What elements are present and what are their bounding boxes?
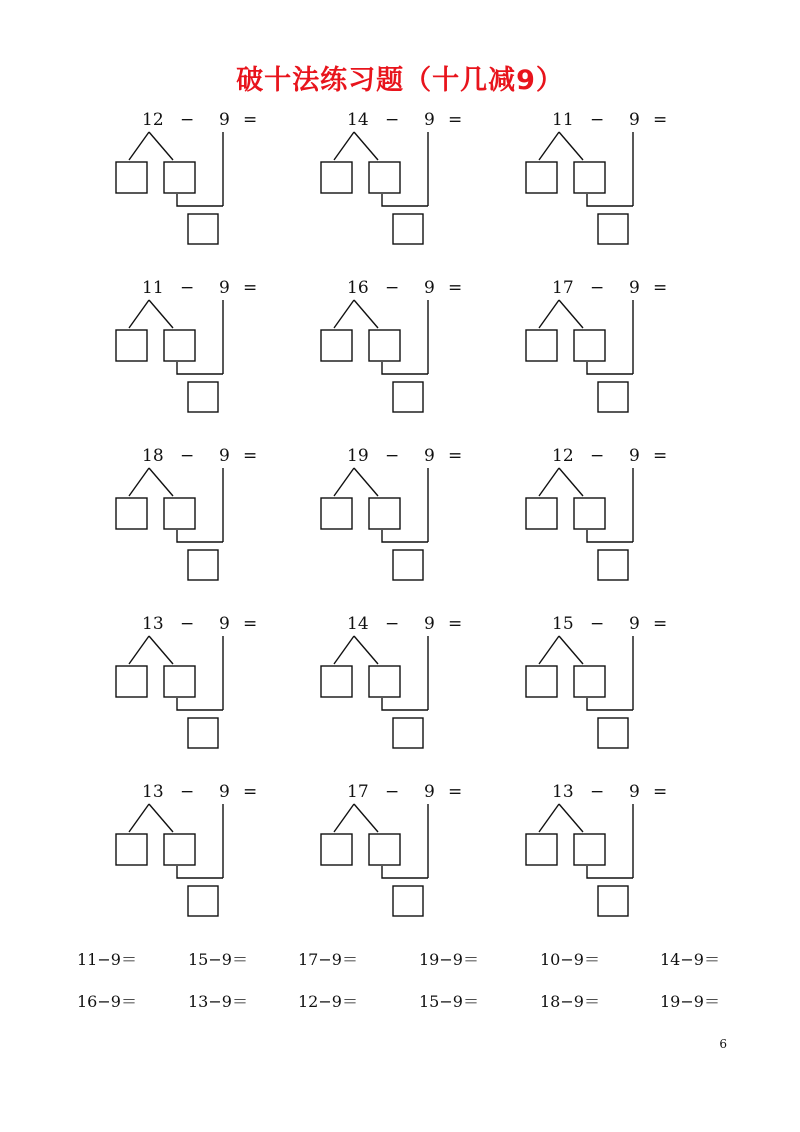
result-box[interactable]	[188, 214, 218, 244]
drill-expression: 15−9＝	[419, 992, 479, 1011]
equals-sign: =	[448, 446, 463, 466]
decomposition-problem	[525, 782, 725, 932]
decomposition-diagram	[320, 278, 520, 428]
drill-expression: 12−9＝	[298, 992, 358, 1011]
equals-sign: =	[243, 278, 258, 298]
equals-sign: =	[448, 614, 463, 634]
branch-line-right	[354, 468, 378, 496]
equals-sign: =	[243, 614, 258, 634]
result-box[interactable]	[188, 718, 218, 748]
minus-sign: −	[385, 446, 400, 466]
decomposition-diagram	[320, 446, 520, 596]
branch-line-right	[149, 300, 173, 328]
minus-sign: −	[590, 110, 605, 130]
minus-sign: −	[385, 110, 400, 130]
subtrahend-number: 9	[424, 110, 435, 130]
answer-box-left[interactable]	[321, 162, 352, 193]
subtrahend-number: 9	[219, 446, 230, 466]
connector-bracket	[587, 362, 633, 374]
minuend-number: 12	[142, 110, 164, 130]
branch-line-right	[354, 636, 378, 664]
decomposition-problem	[320, 446, 520, 596]
minus-sign: −	[590, 446, 605, 466]
decomposition-problem	[115, 614, 315, 764]
minuend-number: 14	[347, 614, 369, 634]
minus-sign: −	[385, 614, 400, 634]
branch-line-left	[334, 132, 354, 160]
minuend-number: 15	[552, 614, 574, 634]
result-box[interactable]	[188, 886, 218, 916]
decomposition-diagram	[115, 614, 315, 764]
answer-box-left[interactable]	[526, 162, 557, 193]
subtrahend-number: 9	[424, 782, 435, 802]
subtrahend-number: 9	[629, 110, 640, 130]
subtrahend-number: 9	[629, 614, 640, 634]
connector-bracket	[587, 194, 633, 206]
decomposition-diagram	[115, 446, 315, 596]
minus-sign: −	[180, 278, 195, 298]
connector-bracket	[177, 866, 223, 878]
result-box[interactable]	[393, 214, 423, 244]
minus-sign: −	[180, 614, 195, 634]
minus-sign: −	[590, 614, 605, 634]
answer-box-right[interactable]	[369, 666, 400, 697]
branch-line-right	[149, 468, 173, 496]
answer-box-left[interactable]	[321, 666, 352, 697]
answer-box-right[interactable]	[369, 162, 400, 193]
subtrahend-number: 9	[424, 446, 435, 466]
decomposition-diagram	[320, 110, 520, 260]
branch-line-right	[354, 132, 378, 160]
branch-line-left	[539, 636, 559, 664]
equals-sign: =	[243, 110, 258, 130]
connector-bracket	[382, 866, 428, 878]
subtrahend-number: 9	[629, 278, 640, 298]
answer-box-left[interactable]	[526, 666, 557, 697]
branch-line-right	[149, 636, 173, 664]
result-box[interactable]	[598, 550, 628, 580]
equals-sign: =	[653, 614, 668, 634]
branch-line-right	[149, 804, 173, 832]
page-number: 6	[719, 1037, 727, 1051]
subtrahend-number: 9	[424, 278, 435, 298]
result-box[interactable]	[598, 718, 628, 748]
minuend-number: 13	[142, 614, 164, 634]
decomposition-problem	[115, 446, 315, 596]
branch-line-right	[559, 468, 583, 496]
decomposition-problem	[115, 110, 315, 260]
answer-box-left[interactable]	[116, 498, 147, 529]
equals-sign: =	[448, 782, 463, 802]
answer-box-left[interactable]	[321, 498, 352, 529]
answer-box-right[interactable]	[369, 330, 400, 361]
equals-sign: =	[448, 278, 463, 298]
answer-box-left[interactable]	[116, 834, 147, 865]
connector-bracket	[382, 530, 428, 542]
connector-bracket	[177, 530, 223, 542]
decomposition-problem	[320, 278, 520, 428]
subtrahend-number: 9	[219, 782, 230, 802]
answer-box-left[interactable]	[116, 162, 147, 193]
answer-box-right[interactable]	[164, 498, 195, 529]
branch-line-left	[129, 804, 149, 832]
branch-line-left	[334, 300, 354, 328]
equals-sign: =	[653, 278, 668, 298]
branch-line-left	[334, 804, 354, 832]
equals-sign: =	[448, 110, 463, 130]
result-box[interactable]	[393, 718, 423, 748]
branch-line-left	[129, 300, 149, 328]
decomposition-diagram	[525, 110, 725, 260]
drill-expression: 14−9＝	[660, 950, 720, 969]
minus-sign: −	[590, 782, 605, 802]
drill-expression: 17−9＝	[298, 950, 358, 969]
branch-line-left	[539, 804, 559, 832]
decomposition-diagram	[115, 278, 315, 428]
branch-line-left	[129, 132, 149, 160]
decomposition-diagram	[525, 446, 725, 596]
minuend-number: 16	[347, 278, 369, 298]
decomposition-diagram	[525, 782, 725, 932]
branch-line-right	[354, 804, 378, 832]
decomposition-diagram	[525, 614, 725, 764]
connector-bracket	[382, 194, 428, 206]
minus-sign: −	[385, 278, 400, 298]
minus-sign: −	[385, 782, 400, 802]
result-box[interactable]	[393, 550, 423, 580]
minus-sign: −	[180, 446, 195, 466]
answer-box-right[interactable]	[164, 162, 195, 193]
decomposition-problem	[115, 278, 315, 428]
minuend-number: 18	[142, 446, 164, 466]
equals-sign: =	[653, 782, 668, 802]
branch-line-left	[539, 132, 559, 160]
decomposition-problem	[320, 782, 520, 932]
connector-bracket	[177, 362, 223, 374]
answer-box-right[interactable]	[574, 666, 605, 697]
equals-sign: =	[653, 110, 668, 130]
result-box[interactable]	[393, 382, 423, 412]
connector-bracket	[382, 698, 428, 710]
decomposition-problem	[525, 614, 725, 764]
drill-expression: 15−9＝	[188, 950, 248, 969]
page-title: 破十法练习题（十几减9）	[236, 65, 564, 96]
minus-sign: −	[180, 110, 195, 130]
result-box[interactable]	[598, 886, 628, 916]
answer-box-left[interactable]	[526, 330, 557, 361]
connector-bracket	[177, 698, 223, 710]
drill-expression: 13−9＝	[188, 992, 248, 1011]
result-box[interactable]	[188, 550, 218, 580]
decomposition-diagram	[115, 110, 315, 260]
subtrahend-number: 9	[629, 446, 640, 466]
answer-box-right[interactable]	[369, 498, 400, 529]
connector-bracket	[587, 698, 633, 710]
branch-line-right	[559, 804, 583, 832]
connector-bracket	[587, 866, 633, 878]
answer-box-left[interactable]	[116, 666, 147, 697]
answer-box-right[interactable]	[574, 162, 605, 193]
minuend-number: 12	[552, 446, 574, 466]
drill-expression: 10−9＝	[540, 950, 600, 969]
answer-box-right[interactable]	[574, 498, 605, 529]
branch-line-left	[129, 468, 149, 496]
answer-box-right[interactable]	[164, 834, 195, 865]
branch-line-left	[129, 636, 149, 664]
connector-bracket	[587, 530, 633, 542]
minus-sign: −	[180, 782, 195, 802]
drill-expression: 19−9＝	[419, 950, 479, 969]
branch-line-right	[149, 132, 173, 160]
answer-box-right[interactable]	[164, 330, 195, 361]
answer-box-right[interactable]	[164, 666, 195, 697]
subtrahend-number: 9	[424, 614, 435, 634]
connector-bracket	[177, 194, 223, 206]
result-box[interactable]	[393, 886, 423, 916]
equals-sign: =	[653, 446, 668, 466]
result-box[interactable]	[188, 382, 218, 412]
answer-box-left[interactable]	[321, 330, 352, 361]
branch-line-left	[334, 636, 354, 664]
minuend-number: 17	[552, 278, 574, 298]
minus-sign: −	[590, 278, 605, 298]
branch-line-left	[539, 468, 559, 496]
answer-box-right[interactable]	[369, 834, 400, 865]
decomposition-diagram	[320, 614, 520, 764]
branch-line-right	[354, 300, 378, 328]
subtrahend-number: 9	[219, 614, 230, 634]
decomposition-diagram	[115, 782, 315, 932]
decomposition-diagram	[525, 278, 725, 428]
connector-bracket	[382, 362, 428, 374]
branch-line-left	[539, 300, 559, 328]
answer-box-left[interactable]	[526, 834, 557, 865]
minuend-number: 17	[347, 782, 369, 802]
branch-line-right	[559, 636, 583, 664]
answer-box-left[interactable]	[116, 330, 147, 361]
branch-line-right	[559, 300, 583, 328]
answer-box-left[interactable]	[526, 498, 557, 529]
minuend-number: 19	[347, 446, 369, 466]
subtrahend-number: 9	[219, 278, 230, 298]
minuend-number: 11	[552, 110, 574, 130]
minuend-number: 14	[347, 110, 369, 130]
decomposition-problem	[525, 446, 725, 596]
equals-sign: =	[243, 782, 258, 802]
subtrahend-number: 9	[629, 782, 640, 802]
equals-sign: =	[243, 446, 258, 466]
drill-expression: 18−9＝	[540, 992, 600, 1011]
answer-box-left[interactable]	[321, 834, 352, 865]
minuend-number: 13	[552, 782, 574, 802]
decomposition-problem	[525, 278, 725, 428]
branch-line-right	[559, 132, 583, 160]
minuend-number: 11	[142, 278, 164, 298]
decomposition-problem	[320, 614, 520, 764]
decomposition-problem	[115, 782, 315, 932]
answer-box-right[interactable]	[574, 330, 605, 361]
result-box[interactable]	[598, 214, 628, 244]
minuend-number: 13	[142, 782, 164, 802]
decomposition-problem	[525, 110, 725, 260]
subtrahend-number: 9	[219, 110, 230, 130]
answer-box-right[interactable]	[574, 834, 605, 865]
drill-expression: 11−9＝	[77, 950, 137, 969]
decomposition-diagram	[320, 782, 520, 932]
branch-line-left	[334, 468, 354, 496]
drill-expression: 16−9＝	[77, 992, 137, 1011]
decomposition-problem	[320, 110, 520, 260]
result-box[interactable]	[598, 382, 628, 412]
drill-expression: 19−9＝	[660, 992, 720, 1011]
